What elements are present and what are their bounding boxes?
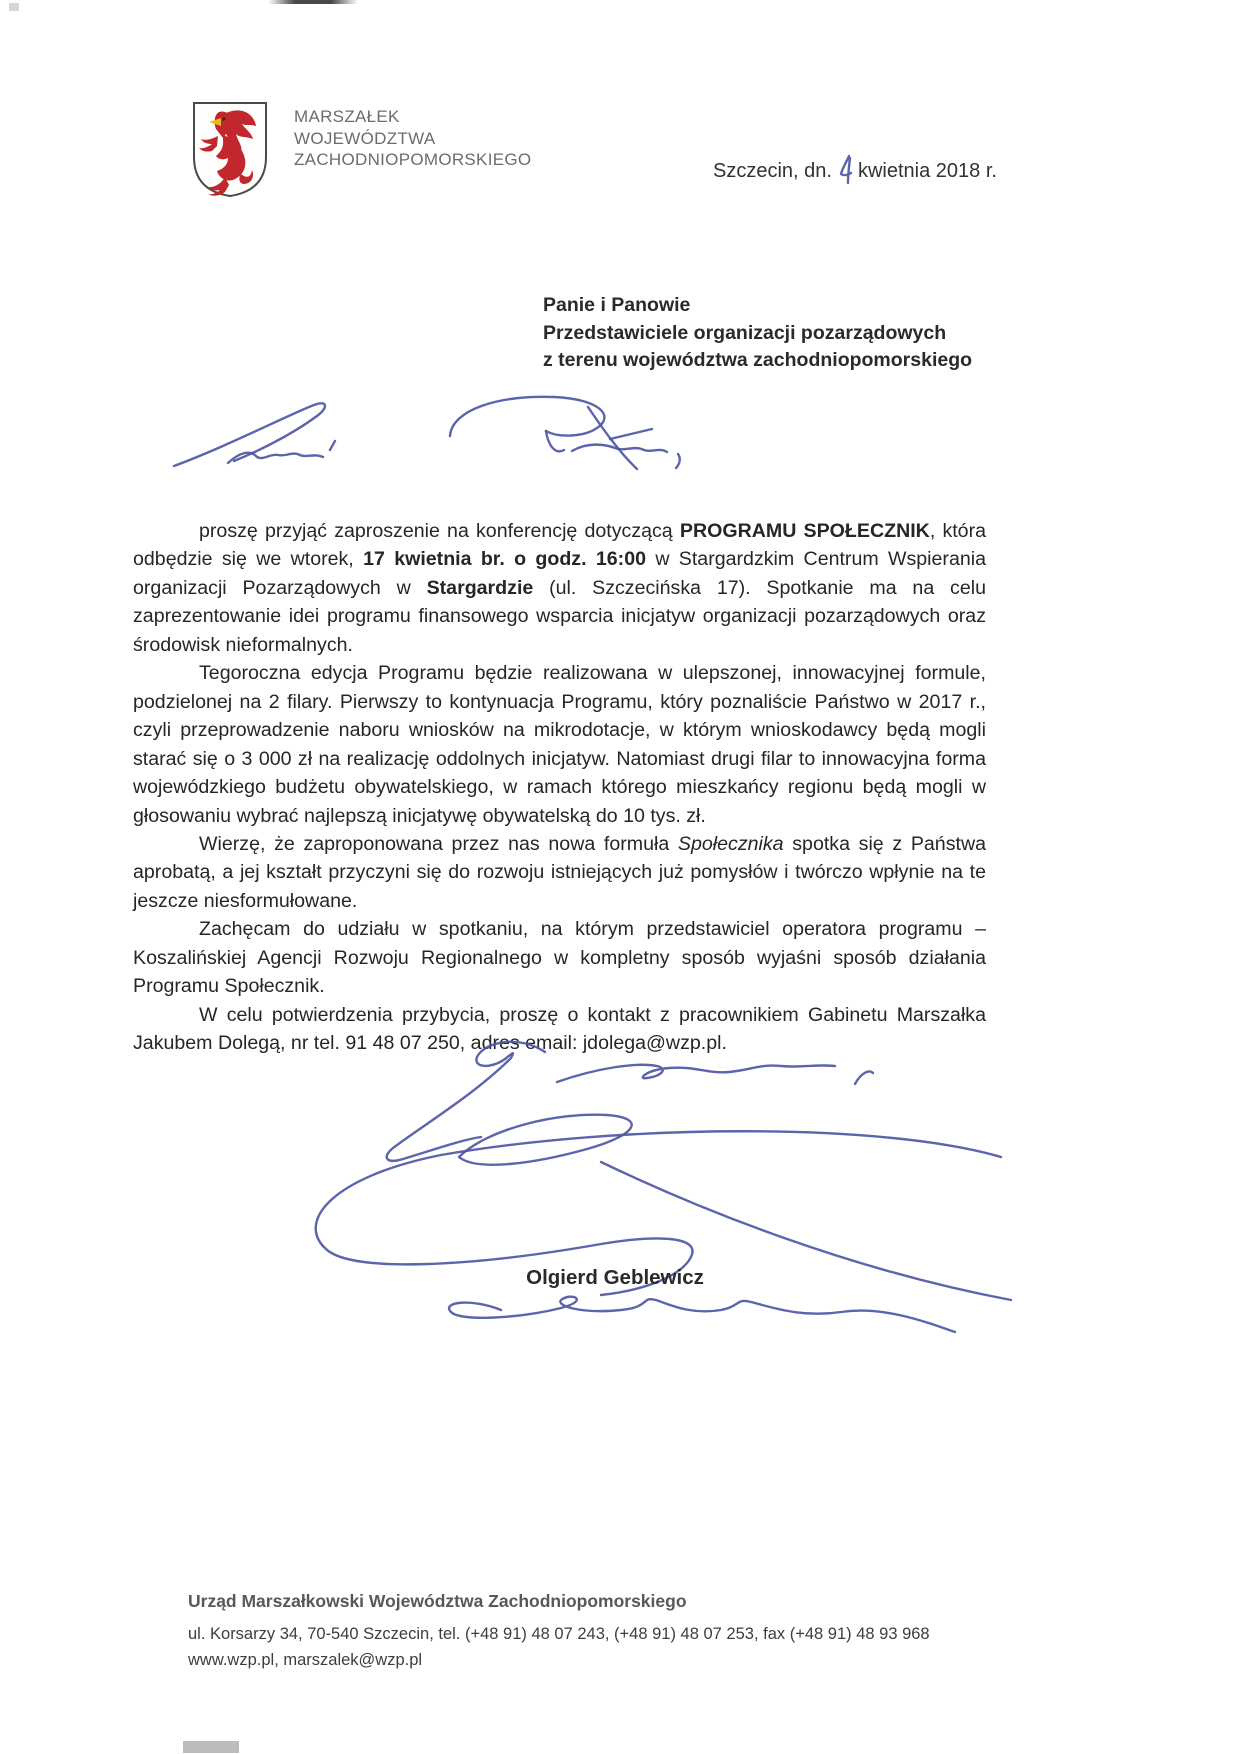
body-paragraph: Tegoroczna edycja Programu będzie realizowana w ulepszonej, innowacyjnej formule, podzielonej na 2 filary. Pierwszy to kontynuacja Programu, który poznaliście Państwo w 2017 r., czyli przeprowadzenie naboru wniosków na mikrodotacje, w którym wnioskodawcy będą mogli starać się o 3 000 zł na realizację oddolnych inicjatyw. Natomiast drugi filar to innowacyjna forma wojewódzkiego budżetu obywatelskiego, w ramach którego mieszkańcy regionu będą mogli w głosowaniu wybrać najlepszą inicjatywę obywatelską do 10 tys. zł. xyxy=(133,662,986,827)
header-org-line-1: MARSZAŁEK xyxy=(294,107,400,126)
handwritten-day-ink xyxy=(838,153,855,185)
scan-artifact-bottom xyxy=(183,1741,239,1753)
footer-address-line: ul. Korsarzy 34, 70-540 Szczecin, tel. (+48 91) 48 07 243, (+48 91) 48 07 253, fax (+48 91) 48 93 968 xyxy=(188,1625,930,1643)
header-org-name xyxy=(294,106,531,171)
scan-artifact-speck xyxy=(9,3,19,11)
handwritten-salutation-ink xyxy=(158,390,703,498)
footer-org-name: Urząd Marszałkowski Województwa Zachodniopomorskiego xyxy=(188,1591,687,1611)
body-paragraph: W celu potwierdzenia przybycia, proszę o kontakt z pracownikiem Gabinetu Marszałka Jakubem Dolegą, nr tel. 91 48 07 250, adres email: jdolega@wzp.pl. xyxy=(133,1003,986,1055)
footer-block xyxy=(188,1591,930,1673)
letter-body xyxy=(133,517,986,1058)
footer-web-line: www.wzp.pl, marszalek@wzp.pl xyxy=(188,1651,423,1669)
signer-name: Olgierd Geblewicz xyxy=(526,1266,704,1289)
header-org-line-2: WOJEWÓDZTWA xyxy=(294,128,436,148)
addressee-block xyxy=(543,292,972,375)
body-paragraph: proszę przyjąć zaproszenie na konferencję dotyczącą PROGRAMU SPOŁECZNIK, która odbędzie się we wtorek, 17 kwietnia br. o godz. 16:00 w Stargardzkim Centrum Wspierania organizacji Pozarządowych w Stargardzie (ul. Szczecińska 17). Spotkanie ma na celu zaprezentowanie idei programu finansowego wsparcia inicjatyw organizacji pozarządowych oraz środowisk nieformalnych. xyxy=(133,520,987,656)
date-prefix: Szczecin, dn. xyxy=(713,160,832,182)
coat-of-arms-griffin-icon xyxy=(190,99,270,199)
header-org-line-3: ZACHODNIOPOMORSKIEGO xyxy=(294,150,532,169)
date-line xyxy=(713,153,997,185)
date-suffix: kwietnia 2018 r. xyxy=(857,160,997,182)
addressee-line-1: Panie i Panowie xyxy=(543,294,691,316)
addressee-line-2: Przedstawiciele organizacji pozarządowych xyxy=(543,321,947,344)
body-paragraph: Zachęcam do udziału w spotkaniu, na którym przedstawiciel operatora programu – Koszalińskiej Agencji Rozwoju Regionalnego w kompletny sposób wyjaśni sposób działania Programu Społecznik. xyxy=(133,918,986,998)
scan-artifact-top xyxy=(268,0,358,4)
body-paragraph: Wierzę, że zaproponowana przez nas nowa formuła Społecznika spotka się z Państwa aprobatą, a jej kształt przyczyni się do rozwoju istniejących już pomysłów i twórczo wpłynie na te jeszcze niesformułowane. xyxy=(133,832,986,912)
handwritten-signature-ink xyxy=(295,1032,1055,1357)
addressee-line-3: z terenu województwa zachodniopomorskiego xyxy=(543,349,973,372)
